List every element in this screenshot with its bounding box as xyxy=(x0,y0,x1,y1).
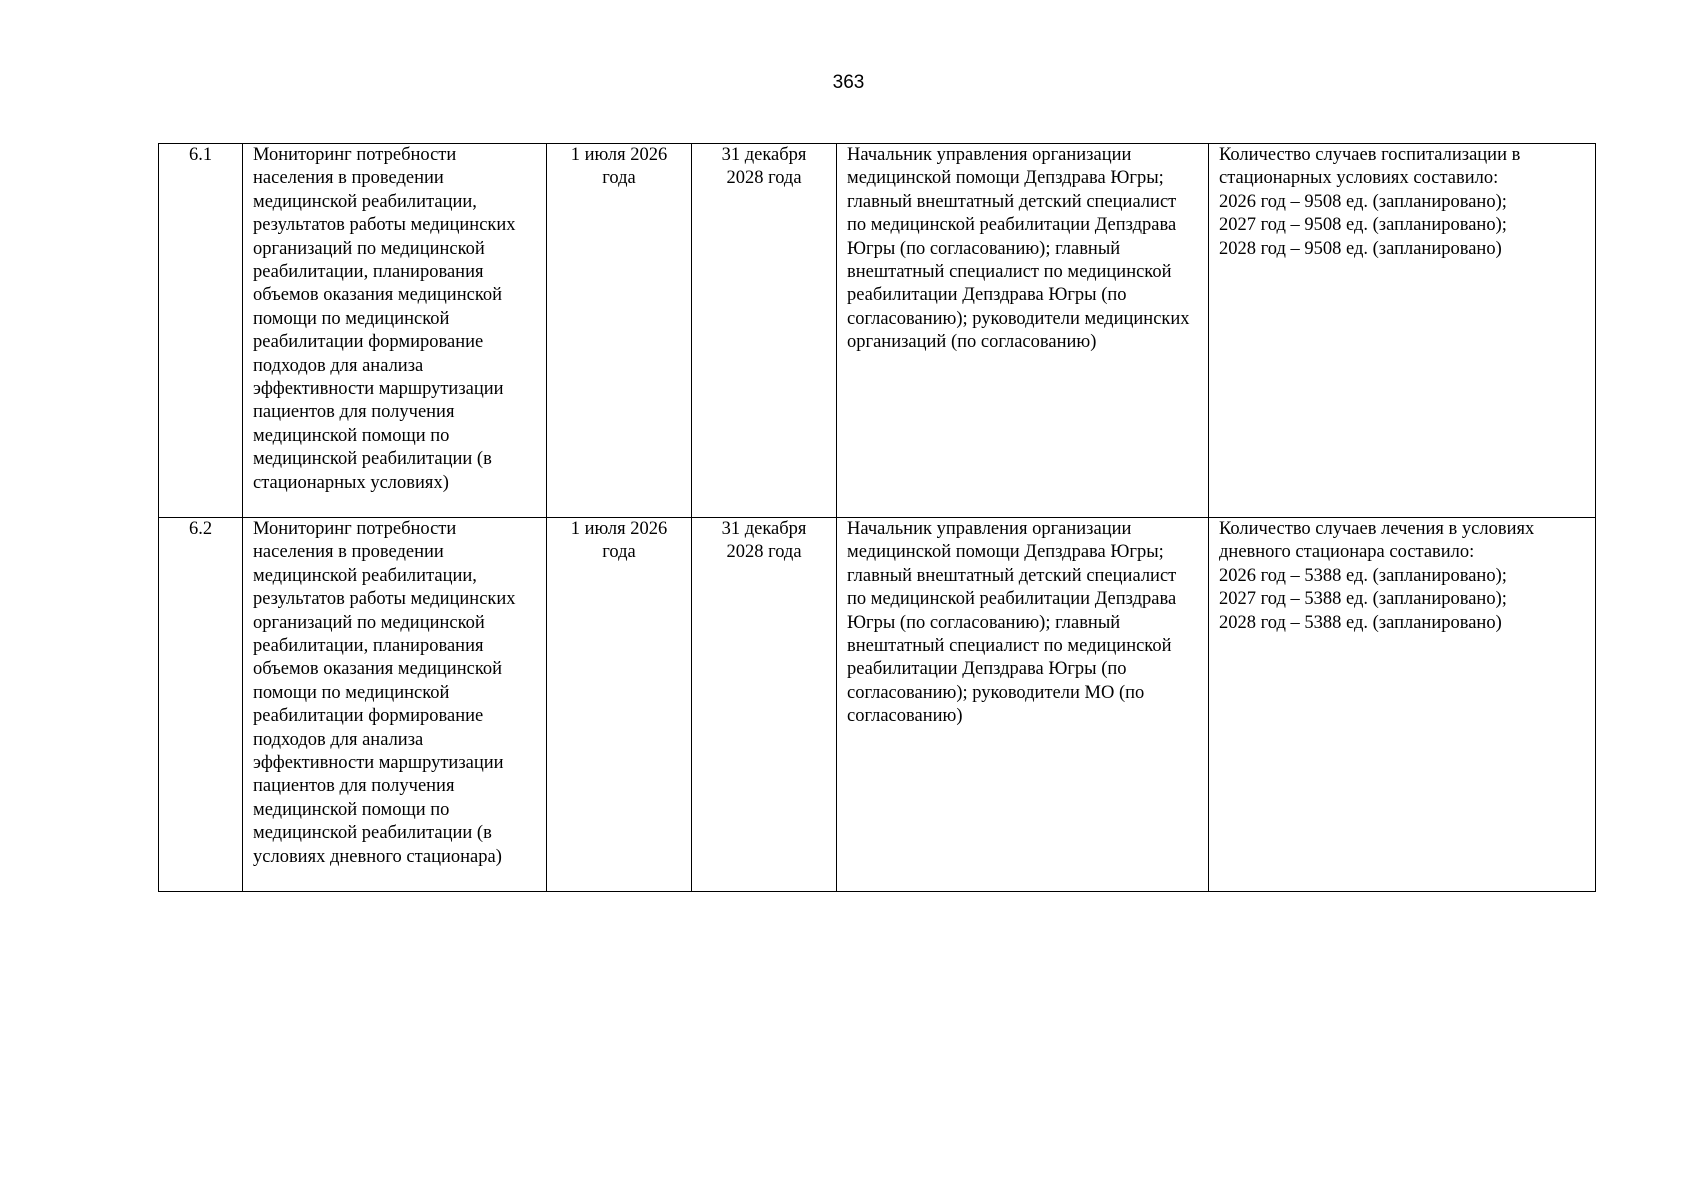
start-date-cell xyxy=(547,518,692,892)
table-row xyxy=(159,144,1596,518)
responsible-text: Начальник управления организации медицинской помощи Депздрава Югры; главный внештатный детский специалист по медицинской реабилитации Депздрава Югры (по согласованию); главный внештатный специалист по медицинской реабилитации Депздрава Югры (по согласованию); руководители МО (по согласованию) xyxy=(847,519,1177,727)
result-cell xyxy=(1209,144,1596,518)
event-cell xyxy=(243,144,547,518)
responsible-cell xyxy=(837,518,1209,892)
responsible-cell xyxy=(837,144,1209,518)
event-text: Мониторинг потребности населения в проведении медицинской реабилитации, результатов работы медицинских организаций по медицинской реабилитации, планирования объемов оказания медицинской помощи по медицинской реабилитации формирование подходов для анализа эффективности маршрутизации пациентов для получения медицинской помощи по медицинской реабилитации (в стационарных условиях) xyxy=(253,145,516,493)
result-cell xyxy=(1209,518,1596,892)
responsible-text: Начальник управления организации медицинской помощи Депздрава Югры; главный внештатный детский специалист по медицинской реабилитации Депздрава Югры (по согласованию); главный внештатный специалист по медицинской реабилитации Депздрава Югры (по согласованию); руководители медицинских организаций (по согласованию) xyxy=(847,145,1190,353)
measures-table xyxy=(158,143,1596,892)
end-date-cell xyxy=(692,518,837,892)
start-date: 1 июля 2026 года xyxy=(570,145,668,189)
end-date: 31 декабря 2028 года xyxy=(721,145,807,189)
start-date-cell xyxy=(547,144,692,518)
result-text: Количество случаев лечения в условиях дневного стационара составило: 2026 год – 5388 ед. (запланировано); 2027 год – 5388 ед. (запланировано); 2028 год – 5388 ед. (запланировано) xyxy=(1219,519,1535,633)
row-number: 6.2 xyxy=(188,519,213,539)
result-text: Количество случаев госпитализации в стационарных условиях составило: 2026 год – 9508 ед. (запланировано); 2027 год – 9508 ед. (запланировано); 2028 год – 9508 ед. (запланировано) xyxy=(1219,145,1521,259)
table-row xyxy=(159,518,1596,892)
row-number: 6.1 xyxy=(188,145,213,165)
page-number: 363 xyxy=(832,72,865,93)
end-date: 31 декабря 2028 года xyxy=(721,519,807,563)
event-cell xyxy=(243,518,547,892)
event-text: Мониторинг потребности населения в проведении медицинской реабилитации, результатов работы медицинских организаций по медицинской реабилитации, планирования объемов оказания медицинской помощи по медицинской реабилитации формирование подходов для анализа эффективности маршрутизации пациентов для получения медицинской помощи по медицинской реабилитации (в условиях дневного стационара) xyxy=(253,519,516,867)
row-number-cell xyxy=(159,518,243,892)
start-date: 1 июля 2026 года xyxy=(570,519,668,563)
end-date-cell xyxy=(692,144,837,518)
row-number-cell xyxy=(159,144,243,518)
